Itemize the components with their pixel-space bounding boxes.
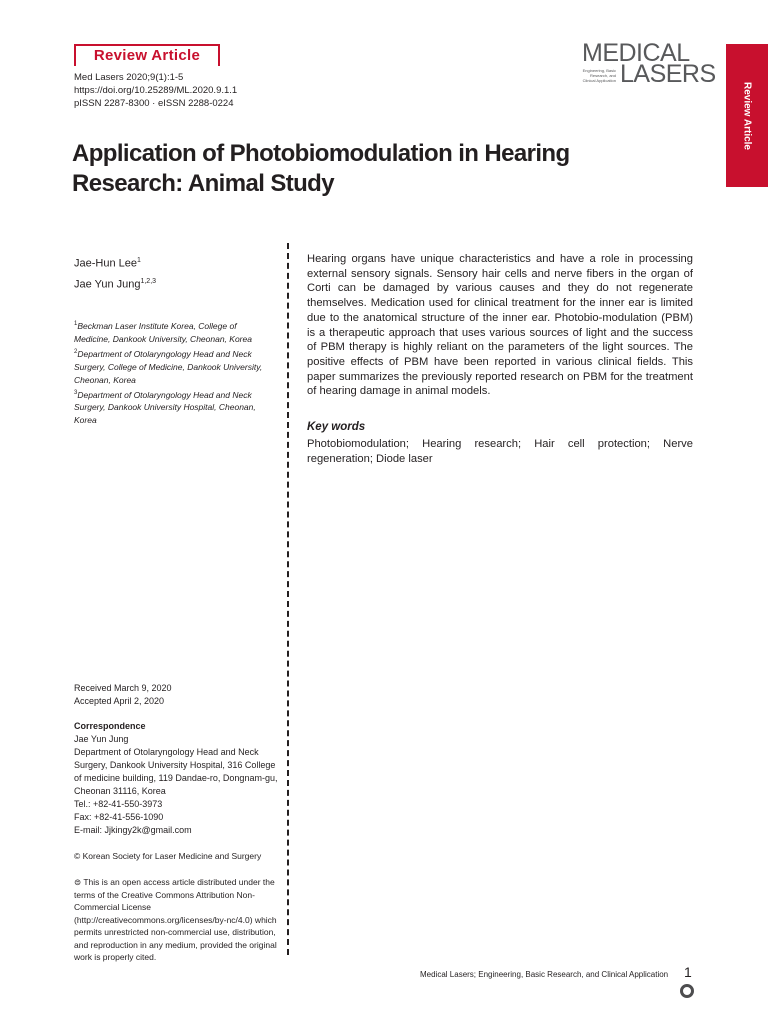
- correspondence-email[interactable]: E-mail: Jjkingy2k@gmail.com: [74, 825, 192, 835]
- keywords-text: Photobiomodulation; Hearing research; Hair cell protection; Nerve regeneration; Diode laser: [307, 438, 693, 465]
- license-notice: [74, 876, 286, 964]
- abstract-text: Hearing organs have unique characteristics and have a role in processing external sensory signals. Sensory hair cells and nerve fibers in the organ of Corti can be damaged by various causes and they do not regenerate themselves. Medication used for clinical treatment for the inner ear is limited due to the anatomical structure of the inner ear. Photobio-modulation (PBM) is a therapeutic approach that uses various sources of light and the success of PBM therapy is highly reliant on the parameters of the light sources. The positive effects of PBM have been reported in various clinical fields. This paper summarizes the previously reported research on PBM for the treatment of hearing damage in animal models.: [307, 253, 693, 398]
- logo-line-medical: MEDICAL: [582, 39, 690, 67]
- author-affiliation-ref: 1: [137, 257, 141, 264]
- side-tab: [726, 44, 768, 187]
- affiliation-text: Beckman Laser Institute Korea, College of Medicine, Dankook University, Cheonan, Korea: [74, 320, 252, 344]
- author: [74, 273, 156, 294]
- author-affiliation-ref: 1,2,3: [140, 277, 157, 285]
- received-date: Received March 9, 2020: [74, 683, 172, 693]
- affiliation: [74, 346, 274, 387]
- copyright-notice: © Korean Society for Laser Medicine and Surgery: [74, 851, 262, 861]
- license-text: This is an open access article distributed under the terms of the Creative Commons Attribution Non-Commercial License (http://creativecommons.org/licenses/by-nc/4.0) which permits unrestricted non-commercial use, distribution, and reproduction in any medium, provided the original work is properly cited.: [74, 877, 277, 962]
- author-name: Jae-Hun Lee: [74, 257, 137, 270]
- correspondence-tel: Tel.: +82-41-550-3973: [74, 799, 163, 809]
- correspondence-name: Jae Yun Jung: [74, 734, 129, 744]
- page-ring-decoration: [680, 984, 694, 998]
- accepted-date: Accepted April 2, 2020: [74, 696, 165, 706]
- correspondence-heading: Correspondence: [74, 721, 146, 731]
- citation-text: Med Lasers 2020;9(1):1-5: [74, 72, 184, 83]
- affiliation-list: [74, 318, 274, 427]
- author-name: Jae Yun Jung: [74, 278, 141, 291]
- column-divider: [287, 243, 289, 955]
- journal-footer: Medical Lasers; Engineering, Basic Research, and Clinical Application: [420, 970, 669, 979]
- journal-logo: [578, 39, 716, 88]
- keywords-heading: Key words: [307, 421, 366, 433]
- logo-tagline: Engineering, Basic Research, and Clinical Application: [582, 68, 616, 83]
- affiliation-number: 2: [74, 348, 78, 355]
- logo-line-lasers: LASERS: [620, 60, 716, 88]
- affiliation-number: 1: [74, 321, 78, 327]
- affiliation-number: 3: [74, 389, 78, 396]
- page-number: 1: [684, 964, 692, 980]
- author-list: [74, 252, 156, 293]
- citation-block: [74, 71, 237, 110]
- side-tab-label: Review Article: [741, 81, 753, 150]
- article-type-badge: [74, 44, 220, 66]
- doi-link[interactable]: https://doi.org/10.25289/ML.2020.9.1.1: [74, 85, 238, 96]
- article-dates: [74, 682, 172, 708]
- author: [74, 252, 156, 273]
- affiliation-text: Department of Otolaryngology Head and Neck Surgery, College of Medicine, Dankook University, Cheonan, Korea: [74, 348, 263, 385]
- correspondence-address: Department of Otolaryngology Head and Neck Surgery, Dankook University Hospital, 316 College of medicine building, 119 Dandae-ro, Dongnam-gu, Cheonan 31116, Korea: [74, 747, 278, 796]
- article-title: Application of Photobiomodulation in Hearing Research: Animal Study: [72, 140, 570, 197]
- affiliation-text: Department of Otolaryngology Head and Neck Surgery, Dankook University Hospital, Cheonan, Korea: [74, 389, 256, 426]
- correspondence-fax: Fax: +82-41-556-1090: [74, 812, 164, 822]
- affiliation: [74, 318, 274, 346]
- issn-text: pISSN 2287-8300 · eISSN 2288-0224: [74, 98, 234, 109]
- open-access-icon: ⊜: [74, 877, 84, 887]
- article-type-label: Review Article: [93, 47, 201, 64]
- correspondence-block: [74, 720, 284, 837]
- affiliation: [74, 387, 274, 428]
